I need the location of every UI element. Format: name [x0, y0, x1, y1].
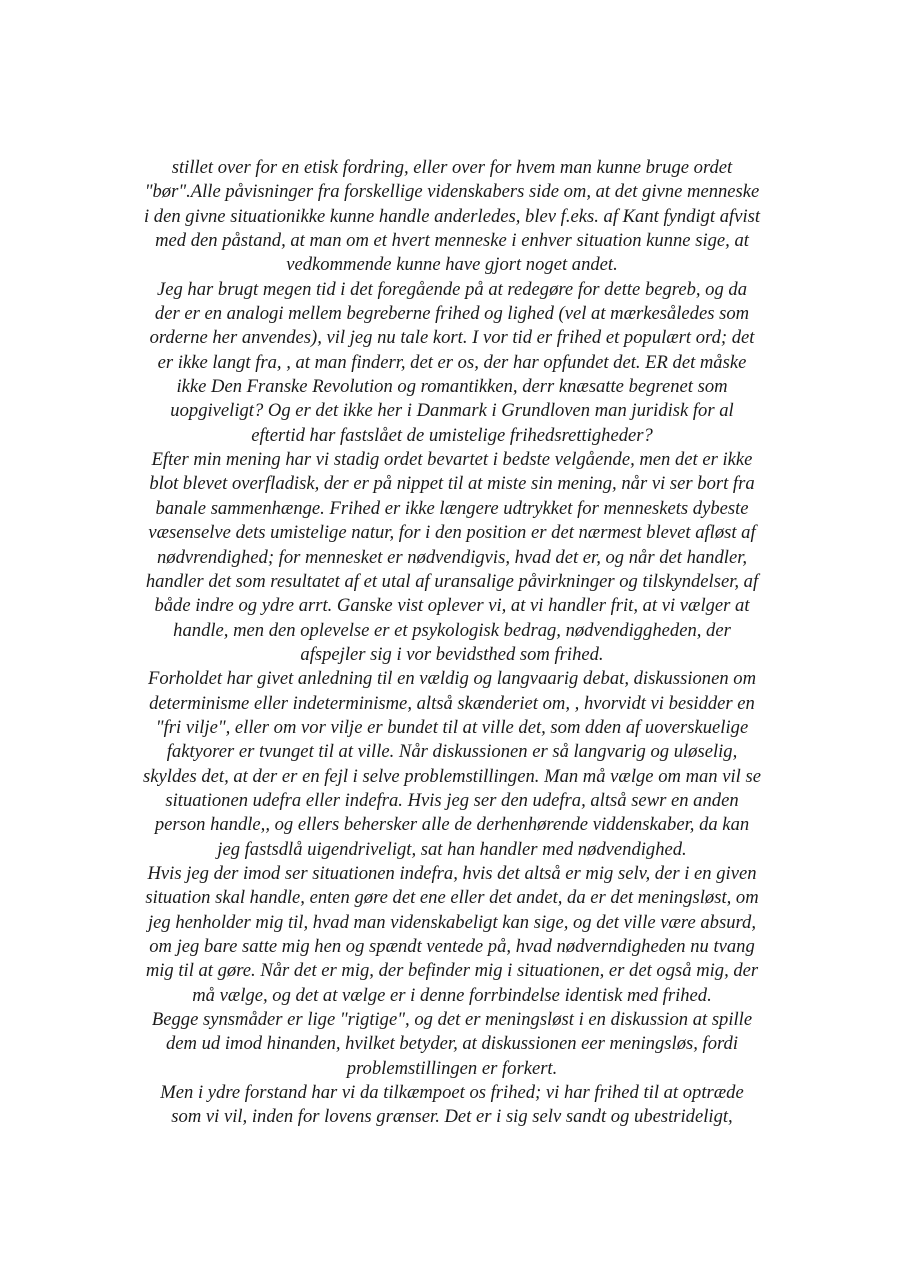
text-line: afspejler sig i vor bevidsthed som frihed. — [300, 643, 604, 665]
text-line: vedkommende kunne have gjort noget andet. — [286, 254, 618, 276]
text-line: mig til at gøre. Når det er mig, der befinder mig i situationen, er det også mig, der — [145, 960, 759, 982]
text-line: som vi vil, inden for lovens grænser. Det er i sig selv sandt og ubestrideligt, — [171, 1106, 733, 1128]
text-line: er ikke langt fra, , at man finderr, det er os, der har opfundet det. ER det måske — [157, 351, 747, 373]
text-line: problemstillingen er forkert. — [346, 1057, 558, 1079]
text-line: Men i ydre forstand har vi da tilkæmpoet os frihed; vi har frihed til at optræde — [160, 1082, 744, 1104]
text-line: nødvrendighed; for mennesket er nødvendigvis, hvad det er, og når det handler, — [156, 546, 748, 568]
text-line: Efter min mening har vi stadig ordet bevartet i bedste velgående, men det er ikke — [151, 449, 753, 471]
text-line: handler det som resultatet af et utal af uransalige påvirkninger og tilskyndelser, af — [145, 570, 759, 592]
text-line: Begge synsmåder er lige "rigtige", og det er meningsløst i en diskussion at spille — [151, 1009, 753, 1031]
text-line: ikke Den Franske Revolution og romantikken, derr knæsatte begrenet som — [176, 376, 728, 398]
text-line: jeg fastsdlå uigendriveligt, sat han handler med nødvendighed. — [217, 838, 687, 860]
text-line: både indre og ydre arrt. Ganske vist oplever vi, at vi handler frit, at vi vælger at — [154, 595, 750, 617]
text-line: om jeg bare satte mig hen og spændt ventede på, hvad nødverndigheden nu tvang — [149, 936, 755, 957]
body-text — [92, 156, 812, 1130]
text-line: med den påstand, at man om et hvert menneske i enhver situation kunne sige, at — [155, 230, 749, 252]
text-line: eftertid har fastslået de umistelige frihedsrettigheder? — [251, 424, 653, 446]
text-line: orderne her anvendes), vil jeg nu tale kort. I vor tid er frihed et populært ord; det — [149, 327, 755, 349]
text-line: banale sammenhænge. Frihed er ikke længere udtrykket for menneskets dybeste — [155, 497, 749, 519]
text-line: stillet over for en etisk fordring, eller over for hvem man kunne bruge ordet — [171, 157, 733, 178]
text-line: faktyorer er tvunget til at ville. Når diskussionen er så langvarig og uløselig, — [166, 741, 738, 763]
text-line: uopgiveligt? Og er det ikke her i Danmark i Grundloven man juridisk for al — [170, 400, 734, 422]
text-line: situationen udefra eller indefra. Hvis jeg ser den udefra, altså sewr en anden — [165, 789, 739, 811]
text-line: Forholdet har givet anledning til en vældig og langvaarig debat, diskussionen om — [147, 668, 757, 690]
text-line: Hvis jeg der imod ser situationen indefra, hvis det altså er mig selv, der i en given — [147, 862, 757, 884]
text-line: situation skal handle, enten gøre det ene eller det andet, da er det meningsløst, om — [145, 887, 759, 909]
text-line: væsenselve dets umistelige natur, for i den position er det nærmest blevet afløst af — [148, 522, 756, 544]
text-line: blot blevet overfladisk, der er på nippet til at miste sin mening, når vi ser bort fra — [149, 473, 755, 495]
text-line: der er en analogi mellem begreberne frihed og lighed (vel at mærkesåledes som — [154, 303, 750, 325]
text-line: skyldes det, at der er en fejl i selve problemstillingen. Man må vælge om man vil se — [143, 765, 761, 787]
text-line: i den givne situationikke kunne handle anderledes, blev f.eks. af Kant fyndigt afvist — [143, 205, 761, 227]
text-line: handle, men den oplevelse er et psykologisk bedrag, nødvendiggheden, der — [173, 619, 731, 641]
text-line: person handle,, og ellers behersker alle de derhenhørende viddenskaber, da kan — [154, 814, 750, 836]
text-line: jeg henholder mig til, hvad man videnskabeligt kan sige, og det ville være absurd, — [148, 911, 756, 933]
text-line: dem ud imod hinanden, hvilket betyder, at diskussionen eer meningsløs, fordi — [165, 1033, 738, 1055]
text-line: Jeg har brugt megen tid i det foregående på at redegøre for dette begreb, og da — [156, 278, 748, 300]
text-line: "fri vilje", eller om vor vilje er bundet til at ville det, som dden af uoverskuelige — [155, 716, 749, 738]
text-line: "bør".Alle påvisninger fra forskellige videnskabers side om, at det givne menneske — [144, 181, 760, 203]
text-line: må vælge, og det at vælge er i denne forrbindelse identisk med frihed. — [192, 984, 712, 1006]
text-line: determinisme eller indeterminisme, altså skænderiet om, , hvorvidt vi besidder en — [149, 692, 755, 714]
